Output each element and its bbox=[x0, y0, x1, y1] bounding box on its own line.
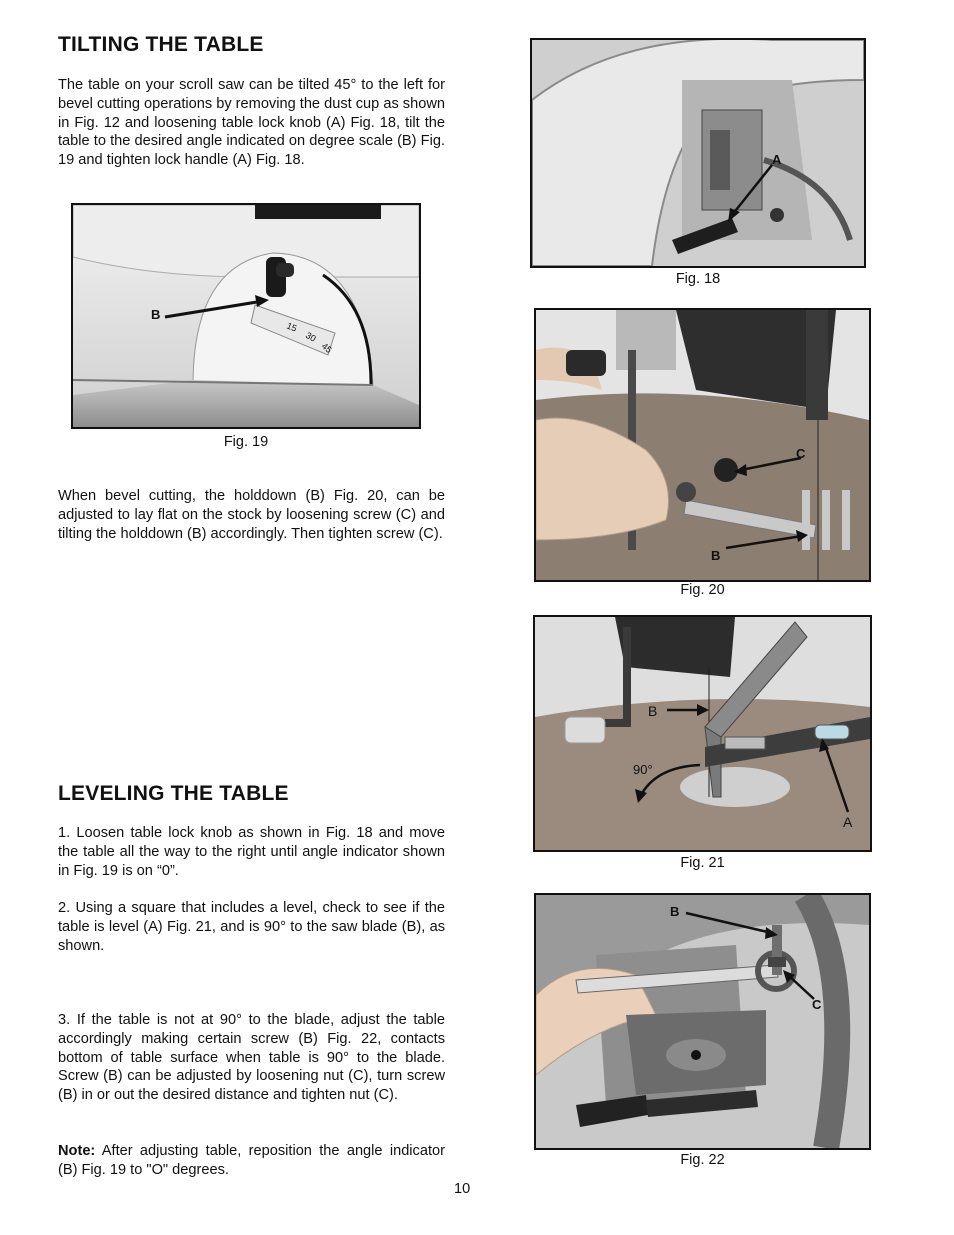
fig19-scale-30: 30 bbox=[304, 330, 318, 344]
fig20-callout-b: B bbox=[711, 548, 721, 563]
fig22-caption: Fig. 22 bbox=[680, 1152, 725, 1168]
leveling-step-2: 2. Using a square that includes a level, check to see if the table is level (A) Fig. 21, and is 90° to the saw blade (B), as shown. bbox=[58, 900, 445, 954]
figure-22 bbox=[534, 893, 871, 1150]
fig18-callout-a: A bbox=[772, 152, 782, 167]
fig22-callout-b: B bbox=[670, 904, 680, 919]
leveling-title: LEVELING THE TABLE bbox=[58, 782, 289, 805]
fig20-caption: Fig. 20 bbox=[680, 582, 725, 598]
fig21-caption: Fig. 21 bbox=[680, 855, 725, 871]
leveling-step-3: 3. If the table is not at 90° to the blade, adjust the table accordingly making certain screw (B) Fig. 22, contacts bottom of table surface when table is 90° to the blade. Screw (B) can be adjusted by loosening nut (C), turn screw (B) in or out the desired distance and tighten nut (C). bbox=[58, 1012, 445, 1104]
fig21-angle: 90° bbox=[633, 762, 653, 777]
fig21-callout-b: B bbox=[648, 703, 658, 719]
tilting-paragraph-2: When bevel cutting, the holddown (B) Fig. 20, can be adjusted to lay flat on the stock by loosening screw (C) and tilting the holddown (B) accordingly. Then tighten screw (C). bbox=[58, 488, 445, 542]
fig20-callout-c: C bbox=[796, 446, 806, 461]
fig22-callout-c: C bbox=[812, 997, 822, 1012]
tilting-paragraph-1: The table on your scroll saw can be tilted 45° to the left for bevel cutting operations by removing the dust cup as shown in Fig. 12 and loosening table lock knob (A) Fig. 18, tilt the table to the desired angle indicated on degree scale (B) Fig. 19 and tighten lock handle (A) Fig. 18. bbox=[58, 77, 445, 169]
leveling-step-1: 1. Loosen table lock knob as shown in Fig. 18 and move the table all the way to the right until angle indicator shown in Fig. 19 is on “0”. bbox=[58, 825, 445, 879]
fig19-scale-15: 15 bbox=[285, 320, 299, 334]
fig19-caption: Fig. 19 bbox=[223, 434, 269, 450]
fig21-callout-a: A bbox=[843, 814, 853, 830]
figure-18 bbox=[530, 38, 866, 268]
fig18-caption: Fig. 18 bbox=[675, 271, 721, 287]
figure-19 bbox=[71, 203, 421, 429]
figure-21 bbox=[533, 615, 872, 852]
fig19-callout-b: B bbox=[151, 307, 161, 322]
fig19-scale-45: 45 bbox=[319, 340, 334, 355]
tilting-title: TILTING THE TABLE bbox=[58, 33, 264, 56]
note-text: After adjusting table, reposition the angle indicator (B) Fig. 19 to "O" degrees. bbox=[58, 1143, 445, 1178]
figure-20 bbox=[534, 308, 871, 582]
note-label: Note: bbox=[58, 1143, 96, 1159]
leveling-note bbox=[58, 1142, 445, 1180]
page-number: 10 bbox=[454, 1181, 471, 1197]
